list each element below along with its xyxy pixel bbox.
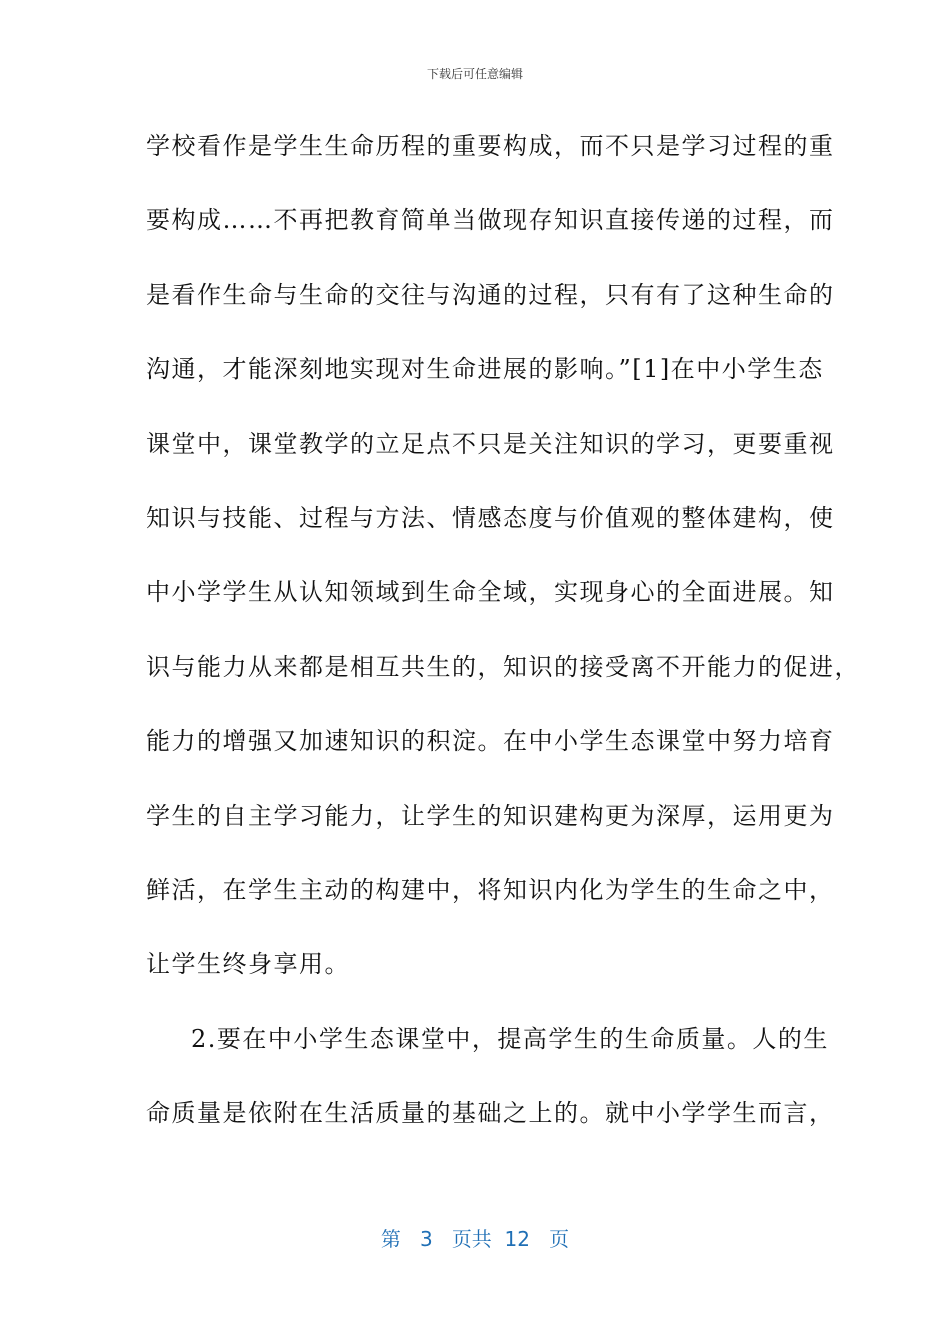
text-line: 学校看作是学生生命历程的重要构成，而不只是学习过程的重 bbox=[146, 132, 835, 160]
footer-middle: 页共 bbox=[451, 1227, 492, 1251]
text-line: 鲜活，在学生主动的构建中，将知识内化为学生的生命之中， bbox=[146, 875, 835, 904]
text-line: 学生的自主学习能力，让学生的知识建构更为深厚，运用更为 bbox=[146, 801, 835, 830]
text-line: 中小学学生从认知领域到生命全域，实现身心的全面进展。知 bbox=[146, 578, 835, 607]
text-line: 命质量是依附在生活质量的基础之上的。就中小学学生而言， bbox=[146, 1099, 835, 1128]
text-line: 沟通，才能深刻地实现对生命进展的影响。”[1]在中小学生态 bbox=[146, 355, 824, 384]
page-header-note: 下载后可任意编辑 bbox=[426, 67, 523, 81]
text-line: 知识与技能、过程与方法、情感态度与价值观的整体建构，使 bbox=[146, 503, 835, 532]
current-page-number: 3 bbox=[420, 1227, 433, 1251]
document-body bbox=[146, 120, 860, 1161]
paragraph-first-line: 2.要在中小学生态课堂中，提高学生的生命质量。人的生 bbox=[191, 1024, 829, 1053]
text-line: 课堂中，课堂教学的立足点不只是关注知识的学习，更要重视 bbox=[146, 429, 835, 458]
text-line: 要构成……不再把教育简单当做现存知识直接传递的过程，而 bbox=[146, 206, 835, 235]
page-footer bbox=[0, 1226, 950, 1252]
text-line: 让学生终身享用。 bbox=[146, 950, 350, 979]
text-line: 是看作生命与生命的交往与沟通的过程，只有有了这种生命的 bbox=[146, 280, 835, 309]
footer-prefix: 第 bbox=[380, 1227, 401, 1251]
text-line: 识与能力从来都是相互共生的，知识的接受离不开能力的促进， bbox=[146, 652, 860, 681]
footer-suffix: 页 bbox=[549, 1227, 570, 1251]
total-pages-number: 12 bbox=[504, 1227, 530, 1251]
text-line: 能力的增强又加速知识的积淀。在中小学生态课堂中努力培育 bbox=[146, 727, 835, 756]
